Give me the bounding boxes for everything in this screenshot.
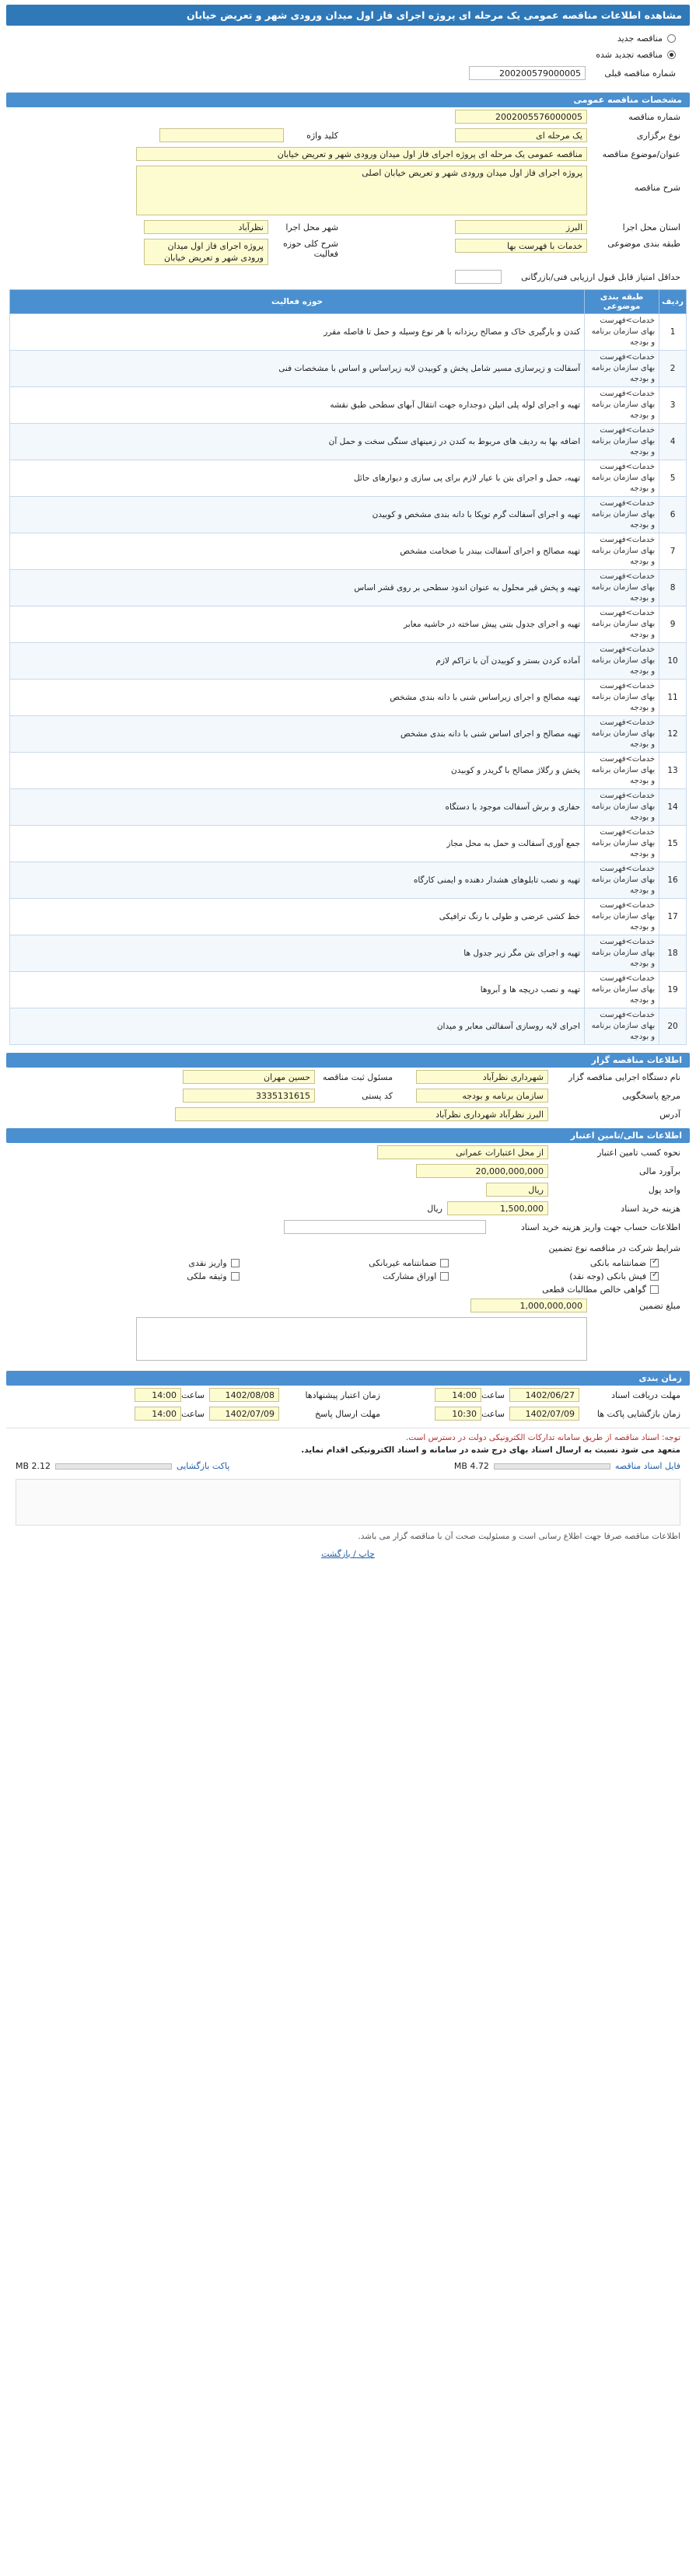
cost-row <box>6 1162 690 1180</box>
org-rep-field: حسین مهران <box>183 1070 315 1084</box>
row-number: 18 <box>659 935 687 972</box>
number-field: 2002005576000005 <box>455 110 587 124</box>
org-address-label: آدرس <box>659 1109 680 1120</box>
row-number: 20 <box>659 1008 687 1045</box>
min-score-row <box>6 267 690 286</box>
table-row <box>10 1008 687 1045</box>
city-field: نظرآباد <box>144 220 268 234</box>
table-row <box>10 497 687 533</box>
notes-box <box>16 1479 680 1526</box>
checkbox-other-icon[interactable] <box>650 1285 659 1294</box>
doc-end-date: 1402/06/27 <box>509 1388 579 1402</box>
row-category: خدمات>فهرست بهای سازمان برنامه و بودجه <box>585 935 659 972</box>
review-time-label: ساعت <box>181 1389 205 1400</box>
doc-fee-label: هزینه خرید اسناد <box>621 1203 680 1214</box>
doc-fee-row <box>6 1199 690 1218</box>
desc-row <box>6 163 690 218</box>
file-block-2[interactable] <box>16 1461 229 1471</box>
note-2: متعهد می شود نسبت به ارسال اسناد بهای درج شده در سامانه و اسناد الکترونیکی اقدام نماید. <box>301 1445 680 1455</box>
items-body <box>10 314 687 1045</box>
row-category: خدمات>فهرست بهای سازمان برنامه و بودجه <box>585 1008 659 1045</box>
kind-row <box>6 126 690 145</box>
table-row <box>10 826 687 862</box>
row-category: خدمات>فهرست بهای سازمان برنامه و بودجه <box>585 789 659 826</box>
row-category: خدمات>فهرست بهای سازمان برنامه و بودجه <box>585 497 659 533</box>
subject-row <box>6 145 690 163</box>
row-scope: تهیه و اجرای جدول بتنی پیش ساخته در حاشیه معابر <box>10 606 585 643</box>
row-scope: آسفالت و زیرسازی مسیر شامل پخش و کوبیدن لایه زیراساس و اساس با مشخصات فنی <box>10 351 585 387</box>
finance-section <box>6 1143 690 1236</box>
timing-section-title: زمان بندی <box>6 1371 690 1386</box>
row-scope: تهیه مصالح و اجرای آسفالت بیندر با ضخامت مشخص <box>10 533 585 570</box>
number-label: شماره مناقصه <box>628 111 680 122</box>
table-row <box>10 570 687 606</box>
guarantee-amount-field: 1,000,000,000 <box>470 1298 587 1312</box>
row-number: 6 <box>659 497 687 533</box>
row-category: خدمات>فهرست بهای سازمان برنامه و بودجه <box>585 533 659 570</box>
doc-fee-field: 1,500,000 <box>447 1201 548 1215</box>
guarantee-option-property[interactable] <box>37 1271 240 1281</box>
guarantee-option-bonds[interactable] <box>247 1271 449 1281</box>
table-row <box>10 314 687 351</box>
row-scope: تهیه مصالح و اجرای زیراساس شنی با دانه بندی مشخص <box>10 680 585 716</box>
row-number: 14 <box>659 789 687 826</box>
table-row <box>10 351 687 387</box>
row-scope: تهیه و نصب دریچه ها و آبروها <box>10 972 585 1008</box>
items-section <box>6 286 690 1048</box>
row-category: خدمات>فهرست بهای سازمان برنامه و بودجه <box>585 351 659 387</box>
guarantee-option-cash-label: واریز نقدی <box>188 1258 227 1268</box>
scope-field: پروژه اجرای فاز اول میدان ورودی شهر و تعریض خیابان <box>144 239 268 265</box>
table-row <box>10 972 687 1008</box>
table-row <box>10 424 687 460</box>
timing-section <box>6 1386 690 1423</box>
row-number: 11 <box>659 680 687 716</box>
review-label: زمان اعتبار پیشنهادها <box>305 1389 380 1400</box>
finance-section-title: اطلاعات مالی/تامین اعتبار <box>6 1128 690 1143</box>
doc-end-label: مهلت دریافت اسناد <box>611 1389 680 1400</box>
checkbox-property-icon[interactable] <box>231 1272 240 1281</box>
row-number: 15 <box>659 826 687 862</box>
table-row <box>10 862 687 899</box>
table-row <box>10 460 687 497</box>
table-row <box>10 606 687 643</box>
scope-label: شرح کلی حوزه فعالیت <box>283 239 338 259</box>
org-ref-row <box>6 1086 690 1105</box>
budget-type-label: نحوه کسب تامین اعتبار <box>597 1147 680 1158</box>
row-category: خدمات>فهرست بهای سازمان برنامه و بودجه <box>585 826 659 862</box>
items-header-row <box>10 290 687 314</box>
kind-label: نوع برگزاری <box>636 130 680 141</box>
prev-number-label: شماره مناقصه قبلی <box>604 68 676 79</box>
file-block-1[interactable] <box>454 1461 680 1471</box>
account-label: اطلاعات حساب جهت واریز هزینه خرید اسناد <box>520 1222 680 1232</box>
items-table <box>9 289 687 1045</box>
guarantee-option-bank[interactable] <box>456 1258 659 1268</box>
org-section <box>6 1068 690 1124</box>
file-size: 4.72 MB <box>453 1461 489 1471</box>
org-postal-label: کد پستی <box>362 1090 393 1101</box>
row-category: خدمات>فهرست بهای سازمان برنامه و بودجه <box>585 753 659 789</box>
cost-label: برآورد مالی <box>639 1166 680 1176</box>
guarantee-option-other-label: گواهی خالص مطالبات قطعی <box>542 1285 646 1295</box>
org-section-title: اطلاعات مناقصه گزار <box>6 1053 690 1068</box>
send-time: 14:00 <box>135 1407 181 1421</box>
row-category: خدمات>فهرست بهای سازمان برنامه و بودجه <box>585 643 659 680</box>
guarantee-type-row <box>6 1239 690 1257</box>
doc-bar <box>55 1463 172 1470</box>
checkbox-bank-icon[interactable] <box>650 1259 659 1267</box>
org-name-field: شهرداری نظرآباد <box>416 1070 548 1084</box>
doc-size: 2.12 MB <box>16 1461 51 1471</box>
desc-field: پروژه اجرای فاز اول میدان ورودی شهر و تعریض خیابان اصلی <box>136 166 587 215</box>
guarantee-options <box>6 1257 690 1296</box>
row-category: خدمات>فهرست بهای سازمان برنامه و بودجه <box>585 899 659 935</box>
keyword-field <box>159 128 284 142</box>
row-scope: تهیه و پخش قیر محلول به عنوان اندود سطحی بر روی قشر اساس <box>10 570 585 606</box>
unit-row <box>6 1180 690 1199</box>
review-time: 14:00 <box>135 1388 181 1402</box>
row-number: 5 <box>659 460 687 497</box>
send-date: 1402/07/09 <box>209 1407 279 1421</box>
number-row <box>6 107 690 126</box>
checkbox-nonbank-icon[interactable] <box>440 1259 449 1267</box>
class-field: خدمات با فهرست بها <box>455 239 587 253</box>
cost-field: 20,000,000,000 <box>416 1164 548 1178</box>
min-score-field <box>455 270 502 284</box>
row-number: 19 <box>659 972 687 1008</box>
row-scope: کندن و بارگیری خاک و مصالح ریزدانه با هر نوع وسیله و حمل تا فاصله مقرر <box>10 314 585 351</box>
row-scope: تهیه مصالح و اجرای اساس شنی با دانه بندی مشخص <box>10 716 585 753</box>
org-ref-field: سازمان برنامه و بودجه <box>416 1089 548 1103</box>
open-label: زمان بازگشایی پاکت ها <box>596 1408 680 1419</box>
row-number: 3 <box>659 387 687 424</box>
notes-section <box>6 1428 690 1564</box>
org-postal-field: 3335131615 <box>183 1089 315 1103</box>
row-scope: حفاری و برش آسفالت موجود با دستگاه <box>10 789 585 826</box>
org-name-label: نام دستگاه اجرایی مناقصه گزار <box>568 1071 680 1082</box>
checkbox-bonds-icon[interactable] <box>440 1272 449 1281</box>
guarantee-note-field <box>136 1317 587 1361</box>
row-category: خدمات>فهرست بهای سازمان برنامه و بودجه <box>585 862 659 899</box>
table-row <box>10 789 687 826</box>
guarantee-option-receipt[interactable] <box>456 1271 659 1281</box>
row-number: 9 <box>659 606 687 643</box>
account-field <box>284 1220 486 1234</box>
guarantee-section-label: شرایط شرکت در مناقصه <box>589 1243 680 1253</box>
province-field: البرز <box>455 220 587 234</box>
row-scope: آماده کردن بستر و کوبیدن آن با تراکم لازم <box>10 643 585 680</box>
guarantee-note-row <box>6 1315 690 1363</box>
open-time-label: ساعت <box>481 1408 505 1419</box>
org-name-row <box>6 1068 690 1086</box>
row-category: خدمات>فهرست بهای سازمان برنامه و بودجه <box>585 424 659 460</box>
footer-note: اطلاعات مناقصه صرفا جهت اطلاع رسانی است و مسئولیت صحت آن با مناقصه گزار می باشد. <box>358 1532 680 1541</box>
row-scope: اضافه بها به ردیف های مربوط به کندن در زمینهای سنگی سخت و حمل آن <box>10 424 585 460</box>
note-1: توجه: اسناد مناقصه از طریق سامانه تدارکات الکترونیکی دولت در دسترس است. <box>405 1433 680 1442</box>
row-number: 10 <box>659 643 687 680</box>
table-row <box>10 935 687 972</box>
file-bar <box>494 1463 610 1470</box>
unit-label: واحد پول <box>648 1184 680 1195</box>
row-category: خدمات>فهرست بهای سازمان برنامه و بودجه <box>585 460 659 497</box>
prev-number-row <box>9 63 687 83</box>
doc-end-time-label: ساعت <box>481 1389 505 1400</box>
class-label: طبقه بندی موضوعی <box>607 239 680 249</box>
row-number: 8 <box>659 570 687 606</box>
org-address-field: البرز نظرآباد شهرداری نظرآباد <box>175 1107 548 1121</box>
files-row <box>16 1461 680 1471</box>
guarantee-option-property-label: وثیقه ملکی <box>187 1271 227 1281</box>
org-address-row <box>6 1105 690 1124</box>
keyword-label: کلید واژه <box>306 130 338 141</box>
file-link[interactable]: فایل اسناد مناقصه <box>614 1461 680 1471</box>
page-title: مشاهده اطلاعات مناقصه عمومی یک مرحله ای پروژه اجرای فاز اول میدان ورودی شهر و تعریض خیابان <box>6 5 690 26</box>
row-number: 16 <box>659 862 687 899</box>
guarantee-option-receipt-label: فیش بانکی (وجه نقد) <box>569 1271 646 1281</box>
radio-new-label: مناقصه جدید <box>617 33 663 44</box>
guarantee-option-bank-label: ضمانتنامه بانکی <box>589 1258 646 1268</box>
row-scope: اجرای لایه روسازی آسفالتی معابر و میدان <box>10 1008 585 1045</box>
guarantee-option-cash[interactable] <box>37 1258 240 1268</box>
radio-renewed[interactable] <box>9 47 687 63</box>
radio-renewed-label: مناقصه تجدید شده <box>596 50 663 60</box>
doc-end-time: 14:00 <box>435 1388 481 1402</box>
send-label: مهلت ارسال پاسخ <box>314 1408 380 1419</box>
checkbox-cash-icon[interactable] <box>231 1259 240 1267</box>
guarantee-section <box>6 1236 690 1366</box>
table-row <box>10 680 687 716</box>
city-label: شهر محل اجرا <box>285 222 338 232</box>
row-category: خدمات>فهرست بهای سازمان برنامه و بودجه <box>585 314 659 351</box>
prev-number-field: 200200579000005 <box>469 66 586 80</box>
guarantee-amount-row <box>6 1296 690 1315</box>
class-row <box>6 236 690 267</box>
row-category: خدمات>فهرست بهای سازمان برنامه و بودجه <box>585 606 659 643</box>
guarantee-option-bonds-label: اوراق مشارکت <box>383 1271 437 1281</box>
guarantee-option-nonbank-label: ضمانتنامه غیربانکی <box>369 1258 437 1268</box>
col-cat: طبقه بندی موضوعی <box>585 290 659 314</box>
budget-type-row <box>6 1143 690 1162</box>
open-time: 10:30 <box>435 1407 481 1421</box>
table-row <box>10 716 687 753</box>
send-time-label: ساعت <box>181 1408 205 1419</box>
row-scope: تهیه و اجرای بتن مگر زیر جدول ها <box>10 935 585 972</box>
row-scope: تهیه، حمل و اجرای بتن با عیار لازم برای پی سازی و دیوارهای حائل <box>10 460 585 497</box>
table-row <box>10 643 687 680</box>
row-category: خدمات>فهرست بهای سازمان برنامه و بودجه <box>585 570 659 606</box>
row-scope: جمع آوری آسفالت و حمل به محل مجاز <box>10 826 585 862</box>
row-number: 7 <box>659 533 687 570</box>
table-row <box>10 753 687 789</box>
radio-new[interactable] <box>9 30 687 47</box>
kind-field: یک مرحله ای <box>455 128 587 142</box>
general-section <box>6 107 690 286</box>
table-row <box>10 533 687 570</box>
open-date: 1402/07/09 <box>509 1407 579 1421</box>
desc-label: شرح مناقصه <box>634 183 680 193</box>
org-ref-label: مرجع پاسخگویی <box>622 1090 680 1101</box>
row-number: 1 <box>659 314 687 351</box>
radio-new-icon[interactable] <box>667 34 676 43</box>
province-label: استان محل اجرا <box>622 222 680 232</box>
row-scope: تهیه و اجرای لوله پلی اتیلن دوجداره جهت انتقال آبهای سطحی طبق نقشه <box>10 387 585 424</box>
doc-fee-unit: ریال <box>427 1203 442 1214</box>
radio-renewed-icon[interactable] <box>667 51 676 59</box>
subject-label: عنوان/موضوع مناقصه <box>602 149 680 159</box>
review-date: 1402/08/08 <box>209 1388 279 1402</box>
row-scope: پخش و رگلاژ مصالح با گریدر و کوبیدن <box>10 753 585 789</box>
checkbox-receipt-icon[interactable] <box>650 1272 659 1281</box>
province-row <box>6 218 690 236</box>
row-category: خدمات>فهرست بهای سازمان برنامه و بودجه <box>585 716 659 753</box>
table-row <box>10 899 687 935</box>
row-category: خدمات>فهرست بهای سازمان برنامه و بودجه <box>585 680 659 716</box>
guarantee-amount-label: مبلغ تضمین <box>639 1300 680 1311</box>
row-number: 17 <box>659 899 687 935</box>
timing-row-1 <box>6 1386 690 1404</box>
org-rep-label: مسئول ثبت مناقصه <box>322 1071 393 1082</box>
guarantee-type-label: نوع تضمین <box>548 1243 587 1253</box>
col-no: ردیف <box>659 290 687 314</box>
guarantee-option-nonbank[interactable] <box>247 1258 449 1268</box>
table-row <box>10 387 687 424</box>
row-number: 13 <box>659 753 687 789</box>
row-category: خدمات>فهرست بهای سازمان برنامه و بودجه <box>585 387 659 424</box>
col-scope: حوزه فعالیت <box>10 290 585 314</box>
doc-link[interactable]: پاکت بازگشایی <box>177 1461 230 1471</box>
subject-field: مناقصه عمومی یک مرحله ای پروژه اجرای فاز اول میدان ورودی شهر و تعریض خیابان <box>136 147 587 161</box>
print-back-link[interactable]: چاپ / بازگشت <box>321 1549 375 1559</box>
row-number: 4 <box>659 424 687 460</box>
unit-field: ریال <box>486 1183 548 1197</box>
general-section-title: مشخصات مناقصه عمومی <box>6 93 690 107</box>
row-scope: تهیه و نصب تابلوهای هشدار دهنده و ایمنی کارگاه <box>10 862 585 899</box>
row-scope: خط کشی عرضی و طولی با رنگ ترافیکی <box>10 899 585 935</box>
timing-row-2 <box>6 1404 690 1423</box>
row-number: 12 <box>659 716 687 753</box>
budget-type-field: از محل اعتبارات عمرانی <box>377 1145 548 1159</box>
row-category: خدمات>فهرست بهای سازمان برنامه و بودجه <box>585 972 659 1008</box>
account-row <box>6 1218 690 1236</box>
guarantee-option-other[interactable] <box>456 1285 659 1295</box>
tender-type-block <box>6 26 690 88</box>
row-number: 2 <box>659 351 687 387</box>
min-score-label: حداقل امتیاز قابل قبول ارزیابی فنی/بازرگانی <box>521 271 680 282</box>
row-scope: تهیه و اجرای آسفالت گرم توپکا با دانه بندی مشخص و کوبیدن <box>10 497 585 533</box>
